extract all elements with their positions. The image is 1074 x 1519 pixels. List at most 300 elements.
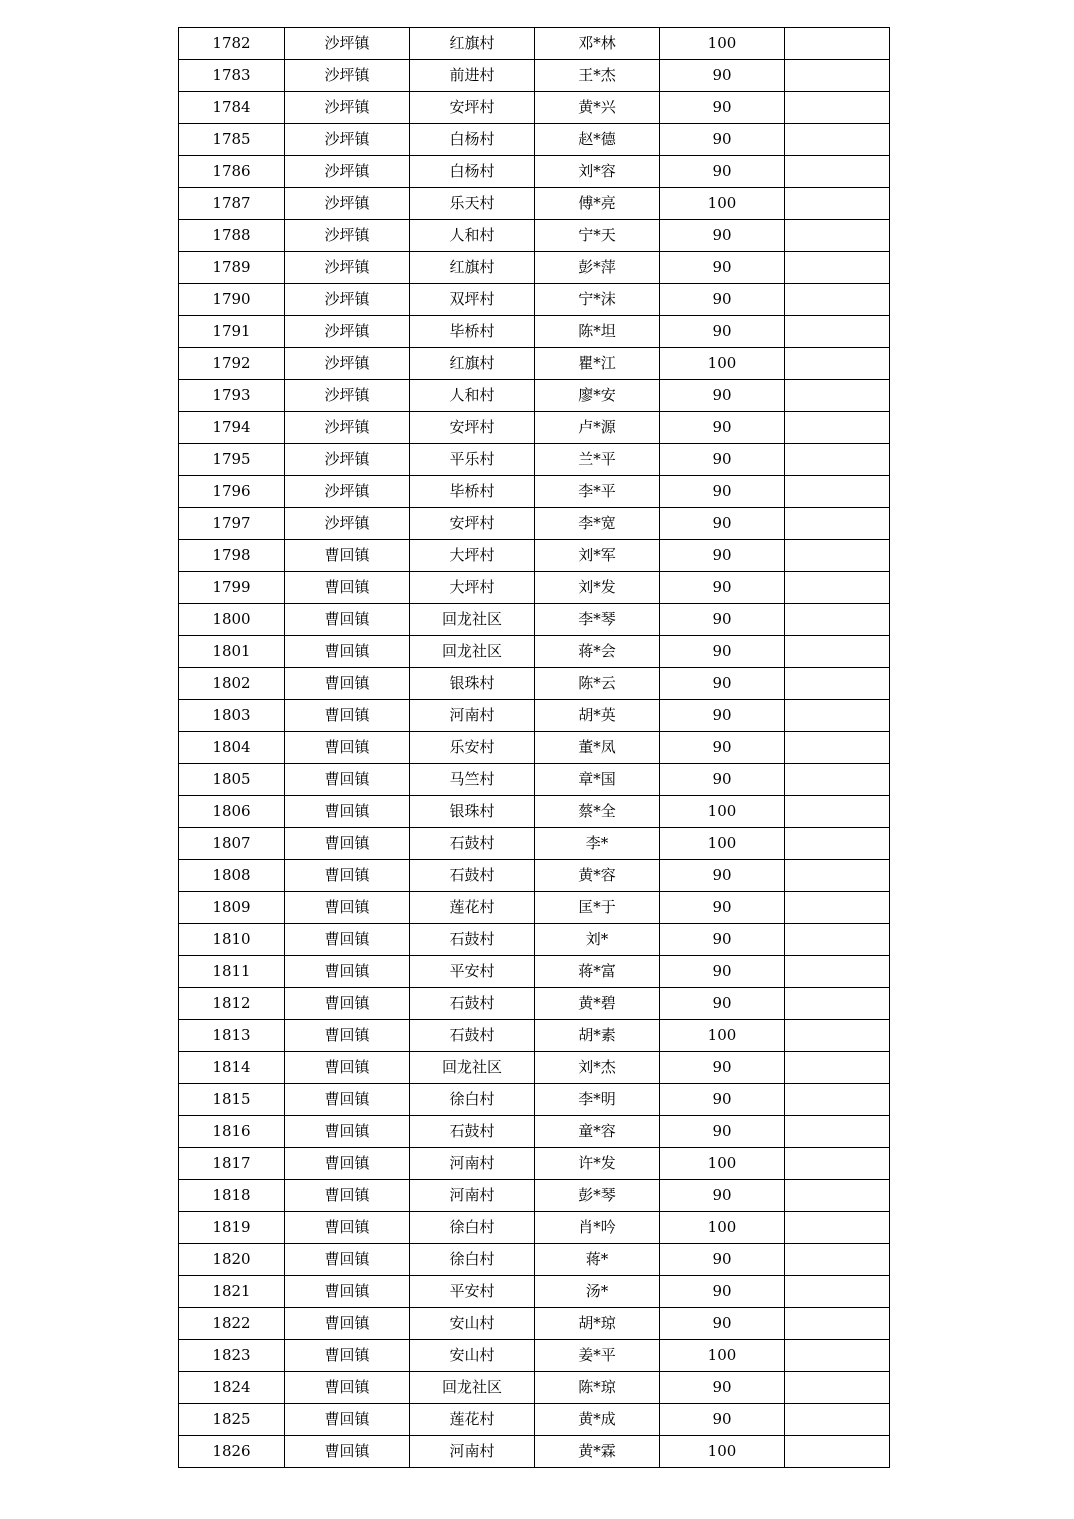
amount-cell: 90 [660,732,785,764]
town-cell: 曹回镇 [285,764,410,796]
town-cell: 沙坪镇 [285,124,410,156]
village-cell: 银珠村 [410,796,535,828]
amount-cell: 90 [660,988,785,1020]
name-cell: 李*平 [535,476,660,508]
table-row [179,1276,890,1308]
serial-number-cell: 1794 [179,412,285,444]
town-cell: 曹回镇 [285,956,410,988]
remark-cell [785,1148,890,1180]
remark-cell [785,796,890,828]
village-cell: 乐天村 [410,188,535,220]
table-row [179,508,890,540]
serial-number-cell: 1806 [179,796,285,828]
village-cell: 石鼓村 [410,1116,535,1148]
table-row [179,1148,890,1180]
name-cell: 童*容 [535,1116,660,1148]
remark-cell [785,1404,890,1436]
amount-cell: 100 [660,1340,785,1372]
village-cell: 人和村 [410,220,535,252]
table-row [179,476,890,508]
town-cell: 曹回镇 [285,1116,410,1148]
amount-cell: 90 [660,540,785,572]
remark-cell [785,220,890,252]
serial-number-cell: 1783 [179,60,285,92]
amount-cell: 100 [660,188,785,220]
remark-cell [785,924,890,956]
table-row [179,764,890,796]
table-row [179,892,890,924]
town-cell: 曹回镇 [285,1436,410,1468]
village-cell: 安坪村 [410,412,535,444]
name-cell: 章*国 [535,764,660,796]
town-cell: 曹回镇 [285,540,410,572]
serial-number-cell: 1819 [179,1212,285,1244]
table-row [179,1020,890,1052]
village-cell: 回龙社区 [410,636,535,668]
amount-cell: 90 [660,508,785,540]
serial-number-cell: 1804 [179,732,285,764]
serial-number-cell: 1816 [179,1116,285,1148]
amount-cell: 90 [660,892,785,924]
village-cell: 河南村 [410,1180,535,1212]
name-cell: 黄*成 [535,1404,660,1436]
serial-number-cell: 1820 [179,1244,285,1276]
village-cell: 红旗村 [410,252,535,284]
amount-cell: 90 [660,1244,785,1276]
amount-cell: 90 [660,1180,785,1212]
amount-cell: 100 [660,28,785,60]
remark-cell [785,156,890,188]
village-cell: 石鼓村 [410,860,535,892]
remark-cell [785,1212,890,1244]
town-cell: 曹回镇 [285,860,410,892]
remark-cell [785,28,890,60]
village-cell: 莲花村 [410,892,535,924]
amount-cell: 90 [660,572,785,604]
name-cell: 刘*杰 [535,1052,660,1084]
remark-cell [785,380,890,412]
amount-cell: 90 [660,380,785,412]
remark-cell [785,636,890,668]
serial-number-cell: 1809 [179,892,285,924]
serial-number-cell: 1798 [179,540,285,572]
serial-number-cell: 1825 [179,1404,285,1436]
amount-cell: 90 [660,1276,785,1308]
table-row [179,540,890,572]
amount-cell: 90 [660,1084,785,1116]
amount-cell: 100 [660,1020,785,1052]
table-row [179,1084,890,1116]
amount-cell: 90 [660,1372,785,1404]
name-cell: 匡*于 [535,892,660,924]
table-row [179,28,890,60]
remark-cell [785,1180,890,1212]
serial-number-cell: 1800 [179,604,285,636]
village-cell: 回龙社区 [410,1052,535,1084]
serial-number-cell: 1818 [179,1180,285,1212]
serial-number-cell: 1826 [179,1436,285,1468]
amount-cell: 90 [660,1308,785,1340]
serial-number-cell: 1802 [179,668,285,700]
village-cell: 河南村 [410,700,535,732]
serial-number-cell: 1810 [179,924,285,956]
remark-cell [785,124,890,156]
village-cell: 安山村 [410,1308,535,1340]
table-row [179,92,890,124]
village-cell: 红旗村 [410,28,535,60]
serial-number-cell: 1795 [179,444,285,476]
village-cell: 回龙社区 [410,1372,535,1404]
name-cell: 李*琴 [535,604,660,636]
remark-cell [785,860,890,892]
village-cell: 河南村 [410,1148,535,1180]
town-cell: 曹回镇 [285,828,410,860]
serial-number-cell: 1782 [179,28,285,60]
amount-cell: 90 [660,444,785,476]
name-cell: 汤* [535,1276,660,1308]
table-row [179,124,890,156]
town-cell: 曹回镇 [285,1020,410,1052]
village-cell: 白杨村 [410,156,535,188]
table-row [179,700,890,732]
town-cell: 沙坪镇 [285,92,410,124]
village-cell: 石鼓村 [410,924,535,956]
remark-cell [785,1372,890,1404]
name-cell: 董*凤 [535,732,660,764]
amount-cell: 90 [660,764,785,796]
village-cell: 红旗村 [410,348,535,380]
village-cell: 回龙社区 [410,604,535,636]
table-row [179,636,890,668]
table-row [179,668,890,700]
amount-cell: 100 [660,1436,785,1468]
town-cell: 曹回镇 [285,1052,410,1084]
name-cell: 刘*发 [535,572,660,604]
name-cell: 蒋*富 [535,956,660,988]
table-row [179,188,890,220]
serial-number-cell: 1791 [179,316,285,348]
town-cell: 沙坪镇 [285,508,410,540]
name-cell: 李*明 [535,1084,660,1116]
name-cell: 胡*琼 [535,1308,660,1340]
table-row [179,156,890,188]
village-cell: 石鼓村 [410,1020,535,1052]
name-cell: 姜*平 [535,1340,660,1372]
name-cell: 刘*容 [535,156,660,188]
serial-number-cell: 1815 [179,1084,285,1116]
village-cell: 徐白村 [410,1084,535,1116]
town-cell: 曹回镇 [285,700,410,732]
town-cell: 曹回镇 [285,988,410,1020]
data-table [178,27,890,1468]
amount-cell: 90 [660,604,785,636]
remark-cell [785,540,890,572]
village-cell: 前进村 [410,60,535,92]
remark-cell [785,956,890,988]
village-cell: 安山村 [410,1340,535,1372]
remark-cell [785,1116,890,1148]
name-cell: 胡*英 [535,700,660,732]
town-cell: 曹回镇 [285,604,410,636]
remark-cell [785,1020,890,1052]
name-cell: 陈*坦 [535,316,660,348]
remark-cell [785,188,890,220]
amount-cell: 90 [660,860,785,892]
table-row [179,1116,890,1148]
serial-number-cell: 1803 [179,700,285,732]
table-row [179,412,890,444]
name-cell: 宁*天 [535,220,660,252]
town-cell: 沙坪镇 [285,156,410,188]
remark-cell [785,1276,890,1308]
table-row [179,444,890,476]
village-cell: 白杨村 [410,124,535,156]
town-cell: 曹回镇 [285,1308,410,1340]
table-row [179,348,890,380]
town-cell: 曹回镇 [285,796,410,828]
table-row [179,796,890,828]
town-cell: 曹回镇 [285,572,410,604]
name-cell: 刘*军 [535,540,660,572]
remark-cell [785,1436,890,1468]
table-row [179,284,890,316]
amount-cell: 90 [660,316,785,348]
serial-number-cell: 1792 [179,348,285,380]
table-row [179,60,890,92]
village-cell: 乐安村 [410,732,535,764]
name-cell: 李*宽 [535,508,660,540]
amount-cell: 90 [660,92,785,124]
table-row [179,828,890,860]
name-cell: 邓*林 [535,28,660,60]
town-cell: 曹回镇 [285,924,410,956]
serial-number-cell: 1789 [179,252,285,284]
village-cell: 石鼓村 [410,828,535,860]
amount-cell: 90 [660,668,785,700]
remark-cell [785,1052,890,1084]
town-cell: 曹回镇 [285,892,410,924]
town-cell: 沙坪镇 [285,252,410,284]
serial-number-cell: 1813 [179,1020,285,1052]
serial-number-cell: 1805 [179,764,285,796]
amount-cell: 90 [660,60,785,92]
village-cell: 徐白村 [410,1212,535,1244]
remark-cell [785,764,890,796]
town-cell: 沙坪镇 [285,220,410,252]
town-cell: 沙坪镇 [285,444,410,476]
remark-cell [785,60,890,92]
name-cell: 卢*源 [535,412,660,444]
town-cell: 沙坪镇 [285,380,410,412]
name-cell: 彭*琴 [535,1180,660,1212]
town-cell: 曹回镇 [285,1372,410,1404]
serial-number-cell: 1821 [179,1276,285,1308]
village-cell: 大坪村 [410,572,535,604]
name-cell: 李* [535,828,660,860]
remark-cell [785,668,890,700]
amount-cell: 100 [660,348,785,380]
serial-number-cell: 1801 [179,636,285,668]
serial-number-cell: 1797 [179,508,285,540]
remark-cell [785,316,890,348]
village-cell: 马竺村 [410,764,535,796]
remark-cell [785,92,890,124]
town-cell: 沙坪镇 [285,412,410,444]
serial-number-cell: 1812 [179,988,285,1020]
name-cell: 廖*安 [535,380,660,412]
serial-number-cell: 1822 [179,1308,285,1340]
table-row [179,220,890,252]
amount-cell: 90 [660,220,785,252]
name-cell: 兰*平 [535,444,660,476]
serial-number-cell: 1785 [179,124,285,156]
remark-cell [785,988,890,1020]
serial-number-cell: 1790 [179,284,285,316]
town-cell: 曹回镇 [285,1212,410,1244]
town-cell: 沙坪镇 [285,476,410,508]
table-row [179,572,890,604]
village-cell: 安坪村 [410,92,535,124]
village-cell: 毕桥村 [410,476,535,508]
table-row [179,316,890,348]
amount-cell: 90 [660,156,785,188]
serial-number-cell: 1811 [179,956,285,988]
remark-cell [785,508,890,540]
remark-cell [785,252,890,284]
table-row [179,732,890,764]
remark-cell [785,1084,890,1116]
name-cell: 宁*沫 [535,284,660,316]
name-cell: 王*杰 [535,60,660,92]
remark-cell [785,604,890,636]
name-cell: 黄*容 [535,860,660,892]
town-cell: 沙坪镇 [285,348,410,380]
table-row [179,604,890,636]
remark-cell [785,1340,890,1372]
remark-cell [785,1244,890,1276]
remark-cell [785,892,890,924]
town-cell: 曹回镇 [285,1404,410,1436]
town-cell: 曹回镇 [285,1180,410,1212]
table-row [179,1244,890,1276]
amount-cell: 90 [660,1116,785,1148]
name-cell: 瞿*江 [535,348,660,380]
town-cell: 曹回镇 [285,1148,410,1180]
name-cell: 傅*亮 [535,188,660,220]
village-cell: 银珠村 [410,668,535,700]
name-cell: 陈*云 [535,668,660,700]
table-row [179,1180,890,1212]
name-cell: 蒋*会 [535,636,660,668]
serial-number-cell: 1784 [179,92,285,124]
table-row [179,380,890,412]
serial-number-cell: 1796 [179,476,285,508]
town-cell: 沙坪镇 [285,60,410,92]
town-cell: 沙坪镇 [285,316,410,348]
remark-cell [785,828,890,860]
remark-cell [785,348,890,380]
name-cell: 黄*霖 [535,1436,660,1468]
name-cell: 蔡*全 [535,796,660,828]
town-cell: 沙坪镇 [285,284,410,316]
table-row [179,1340,890,1372]
amount-cell: 90 [660,412,785,444]
amount-cell: 90 [660,252,785,284]
table-row [179,924,890,956]
amount-cell: 90 [660,956,785,988]
village-cell: 平安村 [410,1276,535,1308]
remark-cell [785,476,890,508]
table-row [179,1404,890,1436]
table-row [179,1212,890,1244]
serial-number-cell: 1817 [179,1148,285,1180]
amount-cell: 100 [660,796,785,828]
serial-number-cell: 1808 [179,860,285,892]
village-cell: 徐白村 [410,1244,535,1276]
village-cell: 毕桥村 [410,316,535,348]
amount-cell: 100 [660,1212,785,1244]
amount-cell: 100 [660,1148,785,1180]
table-row [179,860,890,892]
town-cell: 曹回镇 [285,1340,410,1372]
serial-number-cell: 1799 [179,572,285,604]
remark-cell [785,700,890,732]
serial-number-cell: 1788 [179,220,285,252]
serial-number-cell: 1793 [179,380,285,412]
table-row [179,252,890,284]
town-cell: 曹回镇 [285,732,410,764]
name-cell: 肖*吟 [535,1212,660,1244]
town-cell: 沙坪镇 [285,28,410,60]
table-row [179,1052,890,1084]
name-cell: 蒋* [535,1244,660,1276]
town-cell: 曹回镇 [285,1084,410,1116]
name-cell: 刘* [535,924,660,956]
village-cell: 双坪村 [410,284,535,316]
table-row [179,1436,890,1468]
remark-cell [785,732,890,764]
table-row [179,1372,890,1404]
name-cell: 赵*德 [535,124,660,156]
name-cell: 黄*兴 [535,92,660,124]
serial-number-cell: 1786 [179,156,285,188]
remark-cell [785,1308,890,1340]
village-cell: 人和村 [410,380,535,412]
amount-cell: 90 [660,1052,785,1084]
remark-cell [785,412,890,444]
town-cell: 曹回镇 [285,668,410,700]
name-cell: 陈*琼 [535,1372,660,1404]
town-cell: 曹回镇 [285,1244,410,1276]
serial-number-cell: 1814 [179,1052,285,1084]
amount-cell: 100 [660,828,785,860]
village-cell: 石鼓村 [410,988,535,1020]
table-body [179,28,890,1468]
village-cell: 河南村 [410,1436,535,1468]
name-cell: 胡*素 [535,1020,660,1052]
amount-cell: 90 [660,1404,785,1436]
name-cell: 许*发 [535,1148,660,1180]
amount-cell: 90 [660,924,785,956]
table-row [179,988,890,1020]
amount-cell: 90 [660,284,785,316]
amount-cell: 90 [660,636,785,668]
name-cell: 黄*碧 [535,988,660,1020]
table-row [179,1308,890,1340]
serial-number-cell: 1823 [179,1340,285,1372]
village-cell: 平安村 [410,956,535,988]
serial-number-cell: 1807 [179,828,285,860]
